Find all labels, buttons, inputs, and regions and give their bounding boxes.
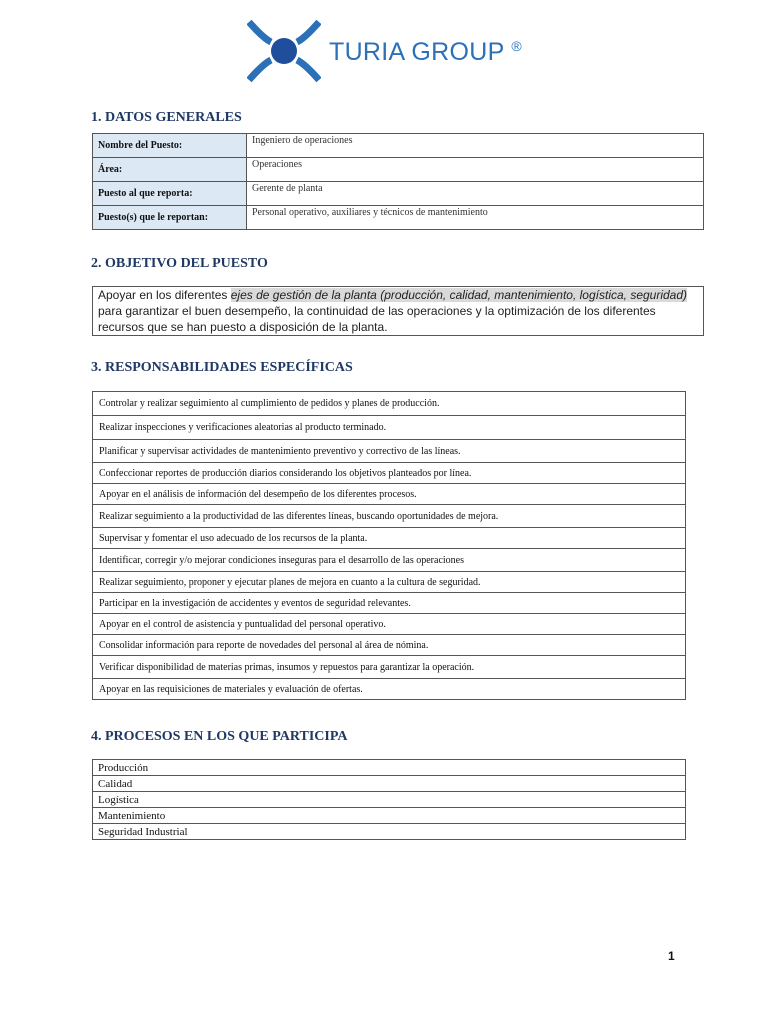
turia-group-logo-icon	[247, 18, 321, 84]
responsibility-row	[93, 484, 686, 505]
section-heading-general: 1. DATOS GENERALES	[91, 110, 242, 125]
responsibility-text: Apoyar en el control de asistencia y puntualidad del personal operativo.	[93, 614, 686, 635]
responsibilities-table	[92, 391, 686, 700]
general-data-value: Gerente de planta	[247, 182, 704, 206]
responsibility-row	[93, 593, 686, 614]
responsibility-row	[93, 416, 686, 440]
general-data-label: Área:	[93, 158, 247, 182]
process-row	[93, 792, 686, 808]
section-heading-responsibilities: 3. RESPONSABILIDADES ESPECÍFICAS	[91, 360, 353, 375]
responsibility-row	[93, 505, 686, 528]
responsibility-text: Realizar seguimiento, proponer y ejecutar planes de mejora en cuanto a la cultura de seguridad.	[93, 572, 686, 593]
section-heading-objective: 2. OBJETIVO DEL PUESTO	[91, 256, 268, 271]
processes-table	[92, 759, 686, 840]
page-number: 1	[668, 949, 675, 963]
responsibility-row	[93, 656, 686, 679]
responsibility-text: Verificar disponibilidad de materias primas, insumos y repuestos para garantizar la operación.	[93, 656, 686, 679]
objective-text-end: para garantizar el buen desempeño, la continuidad de las operaciones y la optimización de los diferentes recursos que se han puesto a disposición de la planta.	[98, 304, 656, 334]
general-data-row	[93, 182, 704, 206]
responsibility-text: Confeccionar reportes de producción diarios considerando los objetivos planteados por línea.	[93, 463, 686, 484]
process-item: Logística	[93, 792, 686, 808]
general-data-label: Nombre del Puesto:	[93, 134, 247, 158]
responsibility-text: Identificar, corregir y/o mejorar condiciones inseguras para el desarrollo de las operaciones	[93, 549, 686, 572]
objective-box	[92, 286, 704, 336]
responsibility-row	[93, 392, 686, 416]
responsibility-row	[93, 614, 686, 635]
responsibility-text: Apoyar en el análisis de información del desempeño de los diferentes procesos.	[93, 484, 686, 505]
process-item: Mantenimiento	[93, 808, 686, 824]
company-logo	[243, 12, 525, 90]
responsibility-text: Controlar y realizar seguimiento al cumplimiento de pedidos y planes de producción.	[93, 392, 686, 416]
general-data-table	[92, 133, 704, 230]
general-data-value: Personal operativo, auxiliares y técnicos de mantenimiento	[247, 206, 704, 230]
general-data-row	[93, 134, 704, 158]
responsibility-row	[93, 549, 686, 572]
general-data-row	[93, 206, 704, 230]
responsibility-text: Participar en la investigación de accidentes y eventos de seguridad relevantes.	[93, 593, 686, 614]
general-data-row	[93, 158, 704, 182]
responsibility-text: Apoyar en las requisiciones de materiales y evaluación de ofertas.	[93, 679, 686, 700]
responsibility-text: Supervisar y fomentar el uso adecuado de los recursos de la planta.	[93, 528, 686, 549]
logo-wordmark: TURIA GROUP ®	[329, 38, 522, 66]
process-item: Calidad	[93, 776, 686, 792]
process-row	[93, 776, 686, 792]
general-data-value: Operaciones	[247, 158, 704, 182]
responsibility-row	[93, 463, 686, 484]
responsibility-row	[93, 440, 686, 463]
responsibility-row	[93, 528, 686, 549]
responsibility-row	[93, 572, 686, 593]
general-data-value: Ingeniero de operaciones	[247, 134, 704, 158]
responsibility-text: Realizar seguimiento a la productividad de las diferentes líneas, buscando oportunidades de mejora.	[93, 505, 686, 528]
objective-highlight: ejes de gestión de la planta (producción, calidad, mantenimiento, logística, seguridad)	[230, 288, 688, 302]
section-heading-processes: 4. PROCESOS EN LOS QUE PARTICIPA	[91, 729, 348, 744]
responsibility-text: Realizar inspecciones y verificaciones aleatorias al producto terminado.	[93, 416, 686, 440]
general-data-label: Puesto(s) que le reportan:	[93, 206, 247, 230]
process-row	[93, 824, 686, 840]
objective-text-start: Apoyar en los diferentes	[98, 288, 231, 302]
responsibility-row	[93, 679, 686, 700]
process-item: Seguridad Industrial	[93, 824, 686, 840]
process-row	[93, 760, 686, 776]
process-row	[93, 808, 686, 824]
responsibility-text: Planificar y supervisar actividades de mantenimiento preventivo y correctivo de las líneas.	[93, 440, 686, 463]
general-data-label: Puesto al que reporta:	[93, 182, 247, 206]
responsibility-row	[93, 635, 686, 656]
responsibility-text: Consolidar información para reporte de novedades del personal al área de nómina.	[93, 635, 686, 656]
process-item: Producción	[93, 760, 686, 776]
